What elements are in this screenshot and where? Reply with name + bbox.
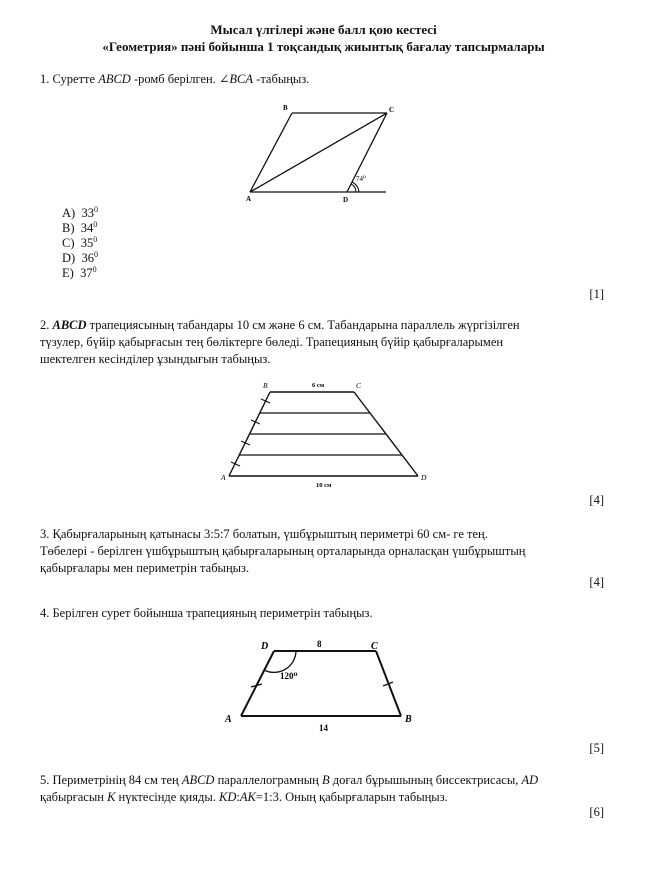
option-b-letter: B) — [62, 221, 75, 236]
q5-line-1 — [40, 772, 606, 789]
option-c-letter: C) — [62, 236, 75, 251]
option-d-value: 36 — [81, 251, 94, 266]
vertex-D-label: D — [343, 196, 349, 204]
q3-line-2: Төбелері - берілген үшбұрыштың қабырғаларының орталарында орналасқан үшбұрыштың — [40, 544, 526, 558]
q5-point: K — [107, 790, 116, 804]
q2-line1-text: трапециясының табандары 10 см және 6 см. Табандарына параллель жүргізілген — [86, 318, 520, 332]
option-b-value: 34 — [80, 221, 94, 236]
q5-text-a: 5. Периметрінің 84 см тең — [40, 773, 182, 787]
q5-text-f: =1:3. Оның қабырғаларын табыңыз. — [255, 790, 448, 804]
option-d-degree: 0 — [93, 250, 98, 259]
q4-vertex-B-label: B — [405, 714, 412, 725]
question-2-number: 2. — [40, 318, 50, 332]
q4-bottom-base-label: 14 — [319, 723, 328, 733]
q4-vertex-D-label: D — [261, 641, 269, 652]
q4-vertex-C-label: C — [371, 641, 378, 652]
q5-line-2 — [40, 789, 606, 806]
q5-ratio-sep: : — [236, 790, 240, 804]
question-2-text — [40, 317, 606, 368]
q4-top-base-label: 8 — [317, 639, 322, 649]
question-5-text — [40, 772, 606, 806]
q2-vertex-D-label: D — [421, 473, 427, 482]
option-a-letter: A) — [62, 206, 76, 221]
q5-side: AD — [521, 773, 539, 787]
q1-figure-name: ABCD — [98, 72, 131, 86]
vertex-C-label: C — [389, 106, 395, 114]
q5-text-b: параллелограмның — [214, 773, 322, 787]
option-c-value: 35 — [80, 236, 94, 251]
q2-score: [4] — [589, 493, 604, 507]
q5-figure-name: ABCD — [181, 773, 215, 787]
question-3-text — [40, 526, 606, 577]
q5-text-c: доғал бұрышының биссектрисасы, — [329, 773, 522, 787]
angle-74-label: 74⁰ — [356, 175, 366, 183]
rhombus-figure — [230, 100, 410, 210]
q5-text-e: нүктесінде қияды. — [115, 790, 219, 804]
q2-vertex-A-label: A — [221, 473, 226, 482]
q5-vertex: B — [322, 773, 330, 787]
q5-ratio-b: AK — [239, 790, 256, 804]
option-b-degree: 0 — [93, 220, 98, 229]
q4-vertex-A-label: A — [225, 714, 232, 725]
page-subtitle: «Геометрия» пәні бойынша 1 тоқсандық жиынтық бағалау тапсырмалары — [102, 39, 545, 54]
option-e-letter: E) — [62, 266, 74, 281]
q5-ratio-a: KD — [218, 790, 237, 804]
q2-line-1 — [40, 317, 606, 334]
q5-score: [6] — [589, 805, 604, 819]
q1-text-b: -ромб берілген. — [130, 72, 219, 86]
trapezoid-figure-q4 — [215, 633, 425, 743]
vertex-B-label: B — [283, 104, 288, 112]
option-e — [62, 263, 97, 281]
q2-vertex-C-label: C — [356, 381, 362, 390]
top-base-6cm-label: 6 см — [312, 382, 325, 389]
option-e-degree: 0 — [92, 265, 97, 274]
trapezoid-figure-q2 — [215, 375, 435, 495]
q2-figure-name: ABCD — [52, 318, 87, 332]
q5-text-d: қабырғасын — [40, 790, 108, 804]
q4-score: [5] — [589, 741, 604, 755]
option-a-degree: 0 — [93, 205, 98, 214]
q3-score: [4] — [589, 575, 604, 589]
q1-angle: ∠BCA — [218, 72, 254, 86]
page-title: Мысал үлгілері және балл қою кестесі — [210, 22, 437, 37]
question-1-number: 1. — [40, 72, 50, 86]
q2-line-3: шектелген кесінділер ұзындығын табыңыз. — [40, 352, 271, 366]
q1-score: [1] — [589, 287, 604, 301]
q3-line-1: 3. Қабырғаларының қатынасы 3:5:7 болатын, үшбұрыштың периметрі 60 см- ге тең. — [40, 527, 488, 541]
question-4-text: 4. Берілген сурет бойынша трапецияның периметрін табыңыз. — [40, 606, 373, 620]
q1-text-a: Суретте — [49, 72, 99, 86]
q4-angle-label: 120⁰ — [280, 671, 298, 681]
question-1-text — [40, 71, 606, 88]
q2-line-2: түзулер, бүйір қабырғасын тең бөліктерге бөледі. Трапецияның бүйір қабырғаларымен — [40, 335, 504, 349]
option-c-degree: 0 — [93, 235, 98, 244]
vertex-A-label: A — [246, 195, 252, 203]
q3-line-3: қабырғалары мен периметрін табыңыз. — [40, 561, 250, 575]
option-a-value: 33 — [81, 206, 94, 221]
option-e-value: 37 — [80, 266, 93, 281]
option-d-letter: D) — [62, 251, 76, 266]
q2-vertex-B-label: B — [263, 381, 268, 390]
bottom-base-10cm-label: 10 см — [316, 482, 332, 489]
q1-text-c: -табыңыз. — [253, 72, 310, 86]
